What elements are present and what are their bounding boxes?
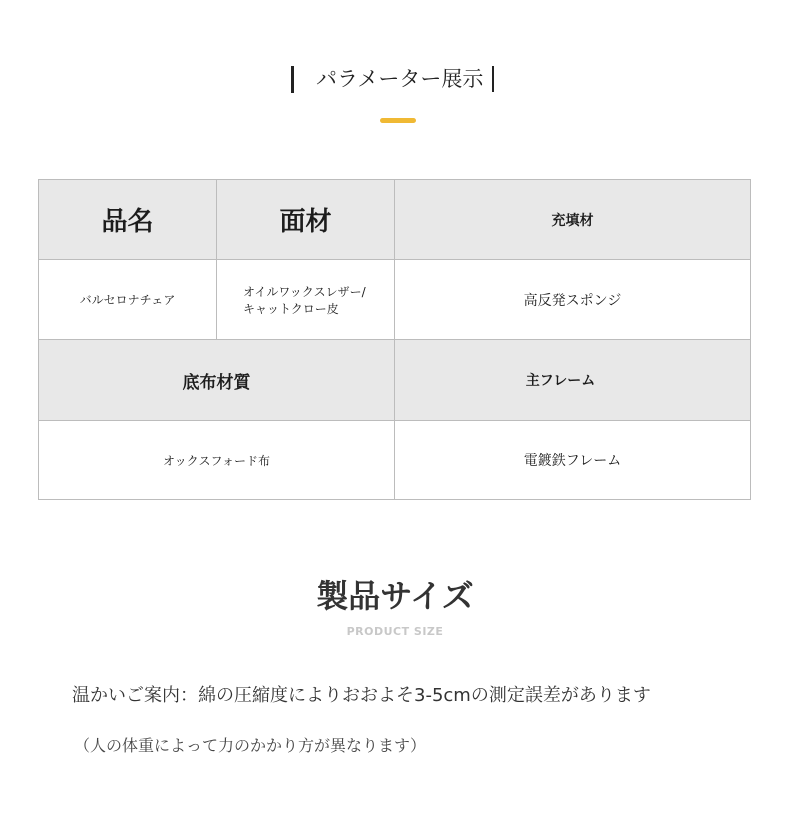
filling-material-header-label: 充填材 (551, 212, 594, 229)
parameter-table (38, 179, 751, 500)
surface-material-value (217, 260, 395, 340)
surface-material-header-label: 面材 (279, 207, 332, 237)
title-caret (492, 66, 494, 92)
title-left-bar (291, 66, 294, 93)
filling-material-header (395, 180, 750, 260)
main-frame-value (395, 421, 750, 499)
surface-material-value-line2: キャットクロー皮 (243, 301, 339, 316)
accent-underline (380, 118, 416, 123)
main-frame-header-label: 主フレーム (525, 373, 596, 389)
parameter-title-text: パラメーター展示 (316, 67, 484, 91)
product-name-header-label: 品名 (101, 207, 154, 237)
product-size-subtitle: PRODUCT SIZE (346, 625, 444, 638)
surface-material-value-line1: オイルワックスレザー/ (243, 284, 366, 299)
base-fabric-header (39, 340, 395, 421)
main-frame-header (395, 340, 750, 421)
surface-material-header (217, 180, 395, 260)
product-name-value-text: バルセロナチェア (79, 293, 176, 307)
product-size-title: 製品サイズ (316, 577, 474, 615)
parameter-section-title (0, 58, 790, 98)
main-frame-value-text: 電鍍鉄フレーム (523, 453, 622, 469)
measurement-note: 温かいご案内：綿の圧縮度によりおおよそ3-5cmの測定誤差があります (72, 685, 651, 706)
filling-material-value-text: 高反発スポンジ (523, 292, 622, 309)
measurement-note-sub: （人の体重によって力のかかり方が異なります） (74, 736, 427, 755)
base-fabric-value-text: オックスフォード布 (163, 453, 270, 468)
filling-material-value (395, 260, 750, 340)
base-fabric-value (39, 421, 395, 499)
product-name-value (39, 260, 217, 340)
product-name-header (39, 180, 217, 260)
base-fabric-header-label: 底布材質 (182, 372, 251, 393)
